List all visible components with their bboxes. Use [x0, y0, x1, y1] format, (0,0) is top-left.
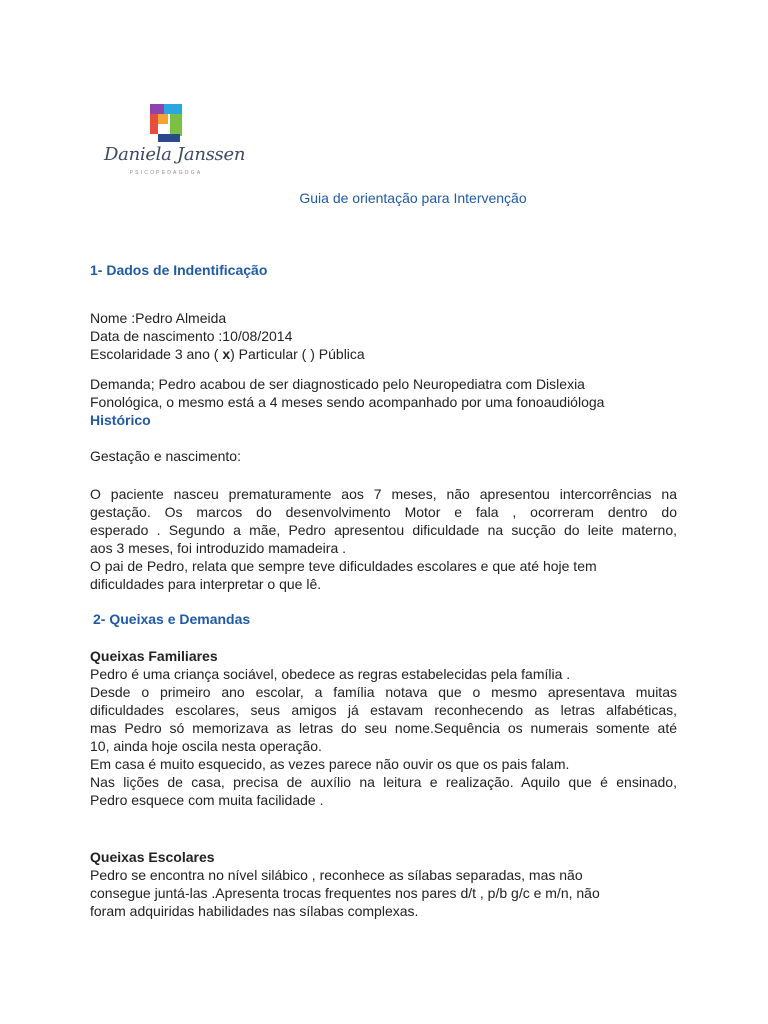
logo-name: Daniela Janssen: [104, 144, 246, 165]
familiares-paragraph: [90, 665, 677, 809]
escolaridade-line: [90, 345, 677, 363]
demanda-line: Fonológica, o mesmo está a 4 meses sendo acompanhado por uma fonoaudióloga: [90, 394, 605, 410]
escolares-line: Pedro se encontra no nível silábico , reconhece as sílabas separadas, mas não: [90, 867, 583, 883]
familiares-line: Nas lições de casa, precisa de auxílio na leitura e realização. Aquilo que é ensinado,: [90, 774, 677, 790]
logo-block-orange: [158, 114, 168, 124]
gestacao-line: aos 3 meses, foi introduzido mamadeira .: [90, 540, 347, 556]
familiares-line: Pedro é uma criança sociável, obedece as regras estabelecidas pela família .: [90, 666, 571, 682]
gestacao-line: esperado . Segundo a mãe, Pedro apresentou dificuldade na sucção do leite materno,: [90, 522, 677, 538]
familiares-line: dificuldades escolares, seus amigos já estavam reconhecendo as letras alfabéticas,: [90, 702, 677, 718]
escolaridade-prefix: Escolaridade 3 ano (: [90, 346, 223, 362]
escolaridade-suffix: ) Particular ( ) Pública: [230, 346, 365, 362]
section2-heading: 2- Queixas e Demandas: [93, 611, 251, 627]
escolares-line: foram adquiridas habilidades nas sílabas complexas.: [90, 903, 419, 919]
familiares-line: Desde o primeiro ano escolar, a família notava que o mesmo apresentava muitas: [90, 684, 677, 700]
logo-block-red: [150, 114, 158, 134]
gestacao-paragraph: [90, 485, 677, 593]
gestacao-line: gestação. Os marcos do desenvolvimento Motor e fala , ocorreram dentro do: [90, 504, 677, 520]
demanda-paragraph: [90, 375, 677, 429]
logo: [104, 100, 246, 182]
nascimento-line: Data de nascimento :10/08/2014: [90, 328, 293, 344]
familiares-heading: Queixas Familiares: [90, 648, 218, 664]
gestacao-line: O paciente nasceu prematuramente aos 7 meses, não apresentou intercorrências na: [90, 486, 677, 502]
escolaridade-checkmark: x: [222, 346, 231, 362]
familiares-line: 10, ainda hoje oscila nesta operação.: [90, 738, 322, 754]
familiares-line: Em casa é muito esquecido, as vezes parece não ouvir os que os pais falam.: [90, 756, 570, 772]
nome-line: Nome :Pedro Almeida: [90, 310, 227, 326]
section1-heading: 1- Dados de Indentificação: [90, 262, 268, 278]
gestacao-line: O pai de Pedro, relata que sempre teve dificuldades escolares e que até hoje tem: [90, 558, 597, 574]
logo-block-green: [170, 114, 182, 136]
logo-block-inner: [161, 126, 167, 134]
logo-dj-icon: [148, 102, 184, 144]
escolares-line: consegue juntá-las .Apresenta trocas frequentes nos pares d/t , p/b g/c e m/n, não: [90, 885, 600, 901]
logo-subtitle: PSICOPEDAGOGA: [129, 170, 203, 176]
historico-heading: Histórico: [90, 412, 151, 428]
gestacao-heading: Gestação e nascimento:: [90, 448, 241, 464]
document-title: Guia de orientação para Intervenção: [299, 190, 527, 206]
demanda-line: Demanda; Pedro acabou de ser diagnosticado pelo Neuropediatra com Dislexia: [90, 376, 585, 392]
escolares-paragraph: [90, 866, 677, 920]
logo-block-blue: [164, 104, 182, 114]
identification-block: [90, 309, 677, 363]
gestacao-line: dificuldades para interpretar o que lê.: [90, 576, 322, 592]
logo-block-navy: [158, 134, 180, 142]
escolares-heading: Queixas Escolares: [90, 849, 215, 865]
familiares-line: mas Pedro só memorizava as letras do seu nome.Sequência os numerais somente até: [90, 720, 677, 736]
familiares-line: Pedro esquece com muita facilidade .: [90, 792, 324, 808]
logo-block-purple: [150, 104, 164, 114]
